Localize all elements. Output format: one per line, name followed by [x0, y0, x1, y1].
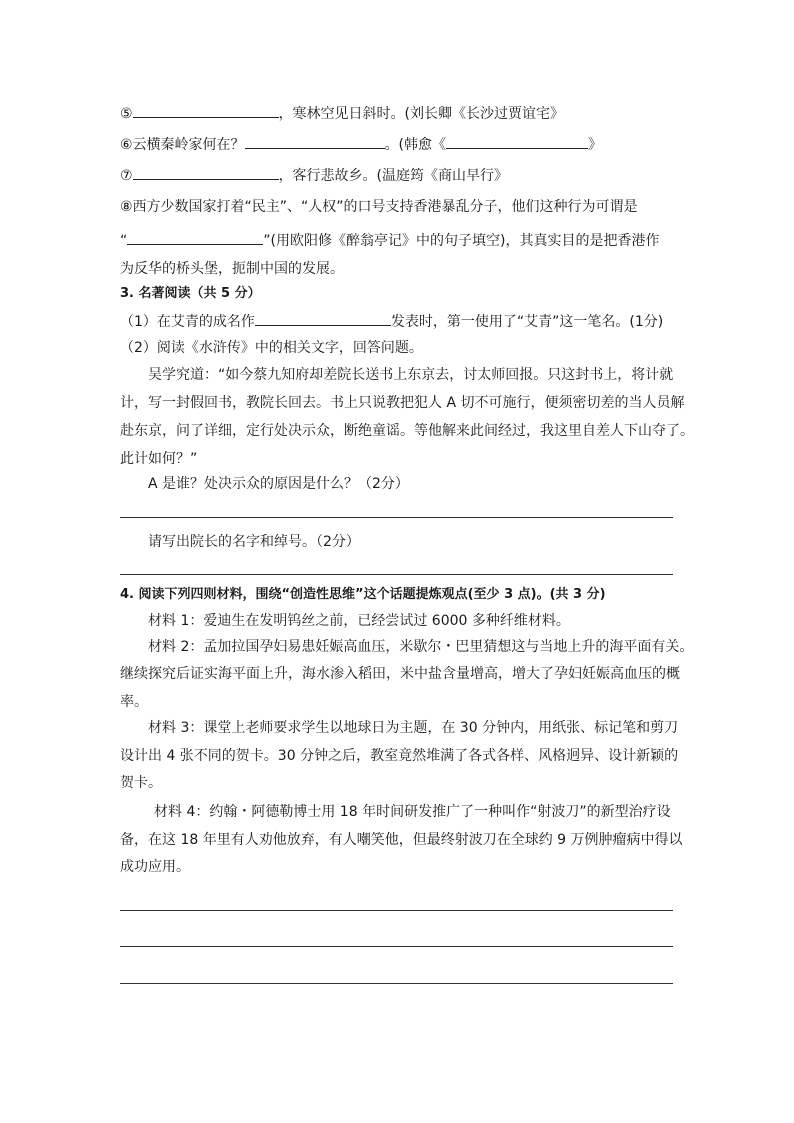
material-4-cont: 备，在这 18 年里有人劝他放弃，有人嘲笑他，但最终射波刀在全球约 9 万例肿瘤病中得以	[120, 832, 683, 848]
material-2-cont: 率。	[120, 694, 148, 710]
material-4: 材料 4：约翰・阿德勒博士用 18 年时间研发推广了一种叫作“射波刀”的新型治疗设	[154, 804, 671, 820]
quote-line: 赴东京，问了详细，定行处决示众，断绝童谣。等他解来此间经过，我这里自差人下山夺了。	[120, 423, 694, 439]
fill-line-8-blank	[120, 230, 680, 251]
question-prompt: A 是谁？处决示众的原因是什么？（2分）	[148, 476, 409, 492]
fill-line-5	[120, 103, 680, 124]
fill-line-8-end: 为反华的桥头堡，扼制中国的发展。	[120, 261, 344, 277]
answer-line[interactable]	[120, 983, 673, 984]
line-text: （1）在艾青的成名作	[120, 314, 255, 330]
fill-line-6	[120, 134, 680, 155]
quote-line: 计，写一封假回书，教院长回去。书上只说教把犯人 A 切不可施行，便须密切差的当人员解	[120, 395, 685, 411]
answer-blank[interactable]	[133, 103, 279, 118]
answer-blank[interactable]	[446, 134, 588, 149]
material-3-cont: 设计出 4 张不同的贺卡。30 分钟之后，教室竟然堆满了各式各样、风格迥异、设计新颖的	[120, 748, 679, 764]
line-text: 。(韩愈《	[384, 137, 447, 153]
fill-line-7	[120, 165, 680, 186]
q3-part-1	[120, 311, 680, 332]
answer-blank[interactable]	[245, 134, 385, 149]
material-4-cont: 成功应用。	[120, 859, 190, 875]
line-text: ，客行悲故乡。(温庭筠《商山早行》	[278, 168, 509, 184]
line-text: ⑥云横秦岭家何在？	[120, 137, 245, 153]
question-prompt: 请写出院长的名字和绰号。（2分）	[148, 534, 360, 550]
material-2: 材料 2：孟加拉国孕妇易患妊娠高血压，米歇尔・巴里猜想这与当地上升的海平面有关。	[148, 639, 694, 655]
section-heading-3: 3. 名著阅读（共 5 分）	[120, 286, 261, 301]
material-2-cont: 继续探究后证实海平面上升，海水渗入稻田，米中盐含量增高，增大了孕妇妊娠高血压的概	[120, 666, 680, 682]
section-heading-4: 4. 阅读下列四则材料，围绕“创造性思维”这个话题提炼观点(至少 3 点)。(共 3 分)	[120, 587, 606, 602]
material-3: 材料 3：课堂上老师要求学生以地球日为主题，在 30 分钟内，用纸张、标记笔和剪刀	[148, 720, 679, 736]
quote-line: 此计如何？”	[120, 451, 198, 467]
answer-line[interactable]	[120, 946, 673, 947]
fill-line-8: ⑧西方少数国家打着“民主”、“人权”的口号支持香港暴乱分子，他们这种行为可谓是	[120, 199, 638, 215]
answer-blank[interactable]	[133, 165, 279, 180]
answer-line[interactable]	[120, 517, 673, 518]
line-text: 》	[588, 137, 603, 153]
line-text: “	[120, 233, 128, 249]
item-number: ⑤	[120, 106, 133, 122]
line-text: ，寒林空见日斜时。(刘长卿《长沙过贾谊宅》	[278, 106, 565, 122]
answer-blank[interactable]	[255, 311, 391, 326]
line-text: 发表时，第一使用了“艾青”这一笔名。(1分)	[390, 314, 664, 330]
answer-line[interactable]	[120, 574, 673, 575]
quote-line: 吴学究道：“如今蔡九知府却差院长送书上东京去，讨太师回报。只这封书上，将计就	[148, 367, 674, 383]
item-number: ⑦	[120, 168, 133, 184]
answer-blank[interactable]	[127, 230, 263, 245]
answer-line[interactable]	[120, 910, 673, 911]
material-3-cont: 贺卡。	[120, 775, 162, 791]
material-1: 材料 1：爱迪生在发明钨丝之前，已经尝试过 6000 多种纤维材料。	[148, 613, 570, 629]
q3-part-2: （2）阅读《水浒传》中的相关文字，回答问题。	[120, 340, 423, 356]
line-text: ”(用欧阳修《醉翁亭记》中的句子填空)，其真实目的是把香港作	[263, 233, 660, 249]
